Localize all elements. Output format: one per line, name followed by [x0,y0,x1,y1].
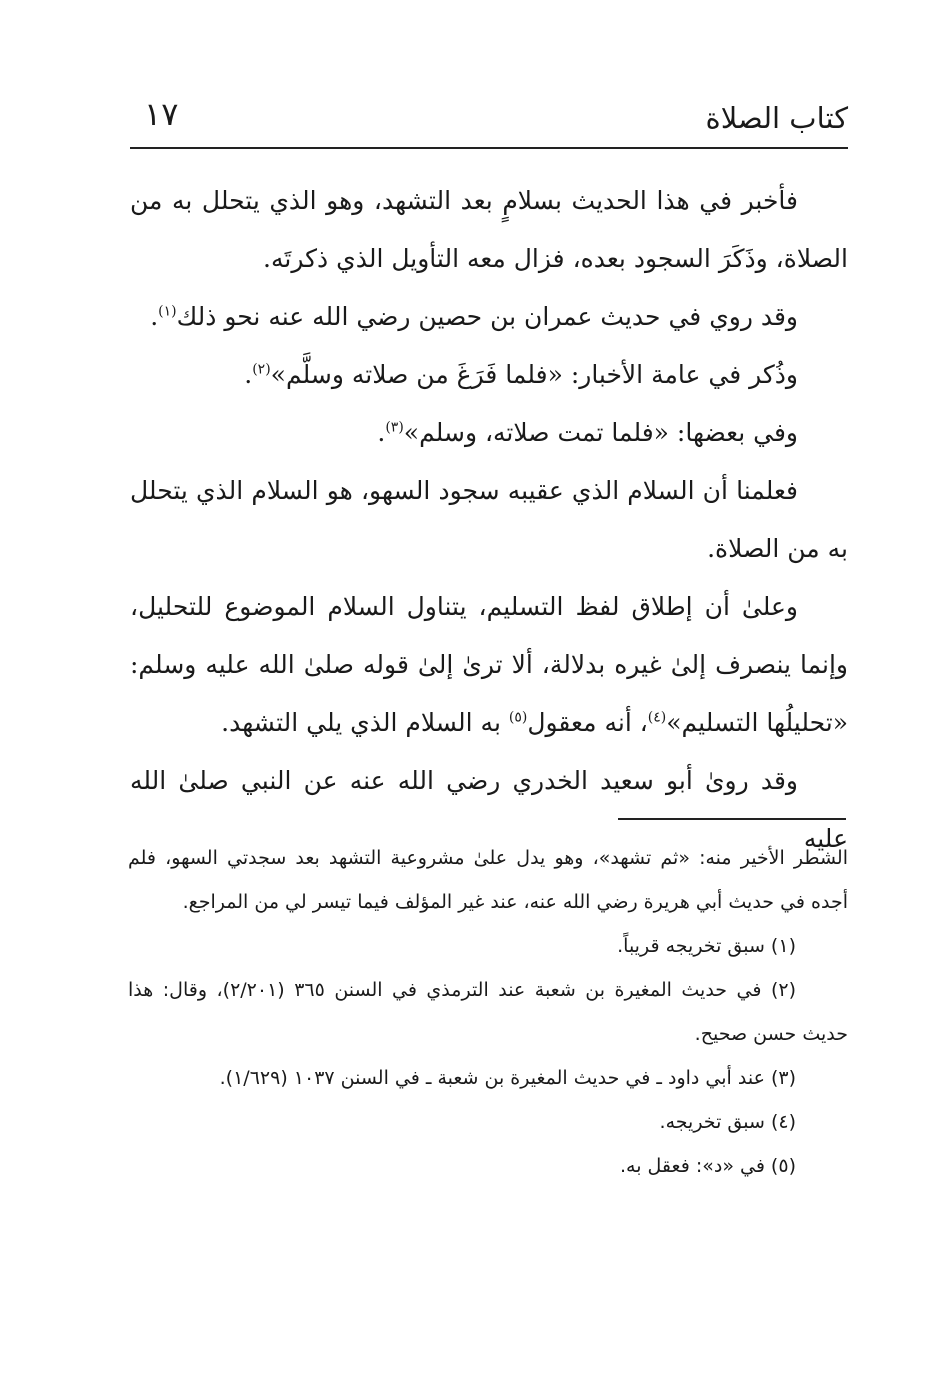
footnote-ref: (١) [158,303,177,320]
footnote-ref: (٥) [508,709,528,726]
footnote-ref: (٢) [252,361,271,378]
footnote: (٥) في «د»: فعقل به. [619,1155,796,1177]
footnote: (٣) عند أبي داود ـ في حديث المغيرة بن شعبة ـ في السنن ١٠٣٧ (١/٦٢٩). [219,1067,796,1089]
paragraph: وعلىٰ أن إطلاق لفظ التسليم، يتناول السلام الموضوع للتحليل، وإنما ينصرف إلىٰ غيره بدلالة، ألا ترىٰ إلىٰ قوله صلىٰ الله عليه وسلم: «تحليلُها التسليم»$^{(٤)}$، أنه معقول$^{(٥)}$ به السلام الذي يلي التشهد. [130,592,848,737]
footnotes [128,836,848,1188]
footnote-ref: (٣) [385,419,404,436]
paragraph: وقد روي في حديث عمران بن حصين رضي الله عنه نحو ذلك$^{(١)}$. [150,302,798,331]
footnote-separator [618,818,846,820]
footnote: (١) سبق تخريجه قريباً. [617,935,796,957]
footnote-ref: (٤) [647,709,667,726]
paragraph: فأخبر في هذا الحديث بسلامٍ بعد التشهد، وهو الذي يتحلل به من الصلاة، وذَكَرَ السجود بعده، فزال معه التأويل الذي ذكرتَه. [130,186,848,273]
paragraph: فعلمنا أن السلام الذي عقيبه سجود السهو، هو السلام الذي يتحلل به من الصلاة. [130,476,848,563]
footnote-continuation: الشطر الأخير منه: «ثم تشهد»، وهو يدل علىٰ مشروعية التشهد بعد سجدتي السهو، فلم أجده في حديث أبي هريرة رضي الله عنه، عند غير المؤلف فيما تيسر لي من المراجع. [128,847,848,913]
paragraph: وذُكر في عامة الأخبار: «فلما فَرَغَ من صلاته وسلَّم»$^{(٢)}$. [244,360,798,389]
paragraph: وقد روىٰ أبو سعيد الخدري رضي الله عنه عن النبي صلىٰ الله عليه [130,766,848,853]
main-text [130,172,848,868]
running-title: كتاب الصلاة [705,101,848,135]
page-header [130,95,848,149]
page-number: ١٧ [144,95,179,133]
paragraph: وفي بعضها: «فلما تمت صلاته، وسلم»$^{(٣)}$. [377,418,798,447]
footnote: (٢) في حديث المغيرة بن شعبة عند الترمذي في السنن ٣٦٥ (٢/٢٠١)، وقال: هذا حديث حسن صحيح. [128,979,848,1045]
footnote: (٤) سبق تخريجه. [659,1111,796,1133]
